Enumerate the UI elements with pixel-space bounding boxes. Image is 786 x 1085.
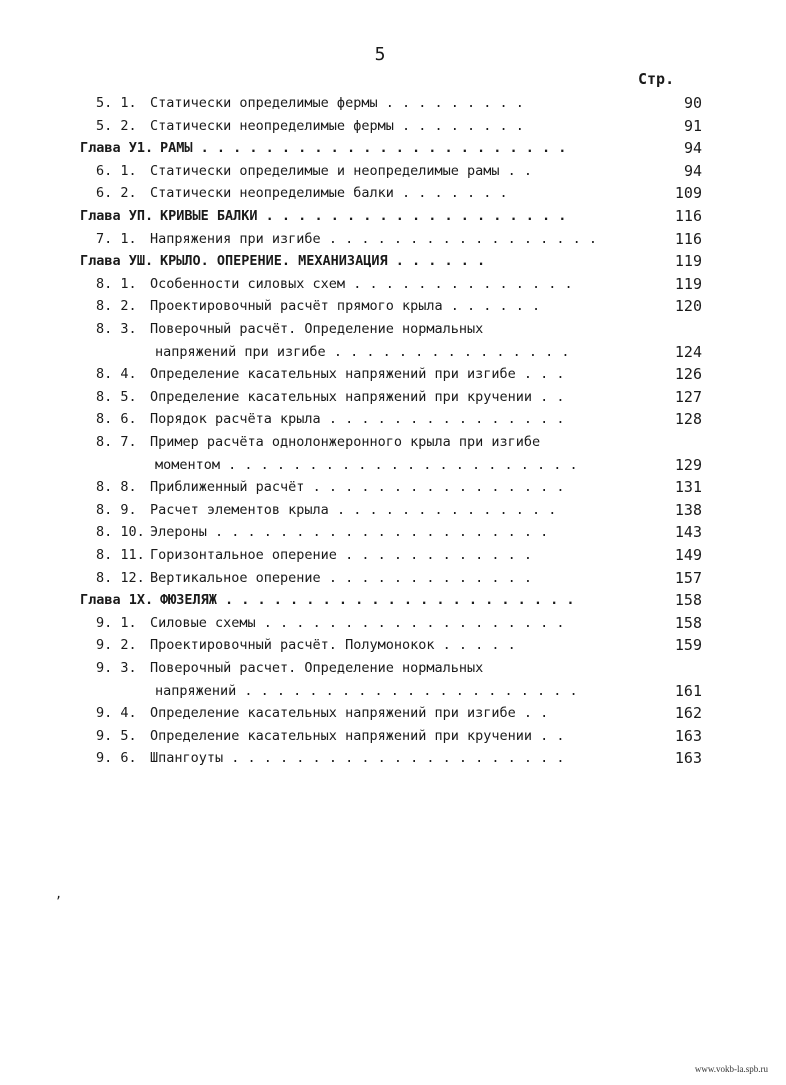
toc-entry-number: Глава 1Х. <box>80 592 154 609</box>
toc-section-row <box>0 228 786 250</box>
toc-section-row <box>0 386 786 408</box>
toc-entry-title: Статически определимые фермы <box>150 95 378 111</box>
toc-entry-dots: . . . . . . . . . . . . . . . . . . . <box>255 614 565 631</box>
toc-section-row <box>0 544 786 566</box>
toc-entry-leader <box>150 657 656 679</box>
toc-entry-page: 143 <box>674 523 702 542</box>
toc-entry-number: 8. 7. <box>96 434 137 450</box>
toc-entry-number: 8. 8. <box>96 479 137 496</box>
toc-entry-page: 163 <box>674 749 702 768</box>
toc-section-row <box>0 115 786 137</box>
toc-entry-leader <box>160 137 656 159</box>
toc-entry-leader <box>150 544 656 566</box>
toc-entry-leader <box>150 521 656 543</box>
toc-section-row <box>0 521 786 543</box>
toc-entry-leader <box>155 341 656 363</box>
toc-entry-dots: . . . . . . <box>387 253 486 270</box>
toc-entry-leader <box>150 386 656 408</box>
toc-chapter-row <box>0 205 786 227</box>
toc-entry-dots: . . <box>532 388 565 405</box>
toc-entry-title: Напряжения при изгибе <box>150 230 321 247</box>
toc-entry-title: Поверочный расчет. Определение нормальных <box>150 660 484 676</box>
toc-entry-leader <box>150 318 656 340</box>
toc-section-row <box>0 634 786 656</box>
toc-entry-page: 90 <box>683 94 702 112</box>
toc-section-row <box>0 295 786 317</box>
toc-entry-page: 129 <box>674 455 702 474</box>
toc-entry-dots: . . <box>515 705 549 722</box>
toc-entry-leader <box>150 499 656 521</box>
toc-continuation-row <box>0 680 786 702</box>
toc-entry-page: 161 <box>674 681 702 700</box>
toc-entry-title: КРИВЫЕ БАЛКИ <box>160 208 258 224</box>
toc-entry-dots: . . . . . . . . <box>393 117 524 134</box>
toc-entry-number: Глава У1. <box>80 140 154 157</box>
toc-entry-title: Статически неопределимые балки <box>150 185 394 202</box>
toc-entry-leader <box>150 612 656 634</box>
toc-chapter-row <box>0 137 786 159</box>
toc-entry-number: 8. 9. <box>96 501 137 518</box>
toc-entry-title: Горизонтальное оперение <box>150 547 337 563</box>
toc-entry-title: Расчет элементов крыла <box>150 501 329 518</box>
toc-section-row <box>0 182 786 204</box>
toc-entry-number: 9. 3. <box>96 660 137 676</box>
toc-entry-title: Определение касательных напряжений при изгибе <box>150 366 516 383</box>
toc-entry-title: Статически неопределимые фермы <box>150 117 394 134</box>
toc-entry-page: 138 <box>674 500 702 519</box>
toc-entry-dots: . . . . . . . . . . . . . . . . . . . . . <box>206 524 549 541</box>
toc-entry-dots: . . . . . . . . . . . . . . . . . . . . . <box>236 682 578 699</box>
toc-section-row <box>0 408 786 430</box>
toc-section-row <box>0 363 786 385</box>
toc-entry-number: 8. 3. <box>96 321 137 337</box>
toc-entry-leader <box>160 205 656 227</box>
toc-entry-page: 109 <box>674 184 702 203</box>
page-number: 5 <box>374 44 386 65</box>
toc-entry-dots: . . . . . . . . . . . . . . <box>345 275 573 292</box>
toc-entry-number: 8. 6. <box>96 411 137 428</box>
toc-entry-number: 8. 4. <box>96 366 137 383</box>
toc-entry-page: 116 <box>674 229 702 248</box>
toc-entry-title: Силовые схемы <box>150 614 256 631</box>
toc-entry-leader <box>150 273 656 295</box>
toc-entry-number: Глава УП. <box>80 208 154 224</box>
toc-entry-dots: . . . . . . <box>442 298 541 315</box>
toc-entry-dots: . . <box>532 727 565 744</box>
toc-entry-page: 163 <box>674 726 702 745</box>
toc-entry-dots: . . . . . . . . . . . . . . . . . . . . . . <box>220 456 578 473</box>
toc-entry-title: напряжений <box>155 682 237 699</box>
toc-section-row <box>0 160 786 182</box>
toc-entry-leader <box>150 160 656 182</box>
toc-entry-number: 9. 5. <box>96 727 137 744</box>
toc-entry-number: 9. 6. <box>96 750 137 767</box>
toc-entry-page: 128 <box>674 410 702 429</box>
toc-entry-leader <box>150 725 656 747</box>
toc-entry-dots: . . . . . . . . . . . . . . . <box>320 411 565 428</box>
toc-entry-title: Приближенный расчёт <box>150 479 305 496</box>
toc-entry-number: 6. 1. <box>96 162 137 179</box>
toc-chapter-row <box>0 250 786 272</box>
toc-entry-title: Проектировочный расчёт. Полумонокок <box>150 637 435 654</box>
toc-entry-leader <box>150 182 656 204</box>
toc-entry-leader <box>160 589 656 611</box>
toc-entry-title: Определение касательных напряжений при изгибе <box>150 705 516 722</box>
toc-entry-title: Пример расчёта однолонжеронного крыла при изгибе <box>150 434 541 450</box>
toc-entry-leader <box>150 702 656 724</box>
toc-entry-dots: . . . . . <box>434 637 516 654</box>
toc-entry-leader <box>150 431 656 453</box>
stray-mark: , <box>55 887 63 901</box>
toc-entry-number: 9. 1. <box>96 614 137 631</box>
toc-entry-page: 94 <box>683 161 702 180</box>
toc-entry-title: Определение касательных напряжений при кручении <box>150 388 533 405</box>
toc-entry-page: 120 <box>674 297 702 316</box>
toc-entry-dots: . . . . . . . . . . . . . . . . . . . <box>257 208 567 224</box>
toc-section-row <box>0 431 786 453</box>
toc-entry-number: 9. 4. <box>96 705 137 722</box>
toc-entry-page: 124 <box>674 342 702 361</box>
toc-entry-dots: . . . . . . . . . . . . <box>336 547 533 563</box>
toc-entry-dots: . . . . . . . . . . . . . . . <box>325 343 570 360</box>
toc-entry-dots: . . . . . . . . . . . . . . . . . <box>320 230 598 247</box>
toc-entry-number: 8. 2. <box>96 298 137 315</box>
toc-entry-page: 149 <box>674 546 702 564</box>
toc-entry-title: Проектировочный расчёт прямого крыла <box>150 298 443 315</box>
toc-entry-leader <box>155 680 656 702</box>
toc-entry-title: Статически определимые и неопределимые рамы <box>150 162 500 179</box>
toc-entry-leader <box>150 295 656 317</box>
toc-entry-number: 8. 5. <box>96 388 137 405</box>
toc-entry-dots: . . . . . . . . . . . . . <box>320 569 533 586</box>
toc-entry-title: Вертикальное оперение <box>150 569 321 586</box>
toc-section-row <box>0 725 786 747</box>
toc-entry-number: 8. 10. <box>96 524 145 541</box>
toc-entry-leader <box>155 454 656 476</box>
toc-continuation-row <box>0 454 786 476</box>
toc-entry-number: 8. 1. <box>96 275 137 292</box>
toc-entry-page: 126 <box>674 365 702 384</box>
toc-entry-leader <box>150 634 656 656</box>
toc-section-row <box>0 702 786 724</box>
toc-continuation-row <box>0 341 786 363</box>
toc-entry-number: 8. 12. <box>96 569 145 586</box>
toc-entry-dots: . . . . . . . . . . . . . . <box>328 501 557 518</box>
toc-section-row <box>0 476 786 498</box>
toc-entry-page: 127 <box>674 387 702 406</box>
toc-entry-leader <box>150 92 656 114</box>
toc-entry-leader <box>150 408 656 430</box>
toc-entry-page: 158 <box>674 613 702 632</box>
toc-entry-page: 119 <box>674 274 702 293</box>
toc-entry-dots: . . . . . . . . . . . . . . . . . . . . . <box>223 750 565 767</box>
toc-entry-page: 91 <box>683 116 702 135</box>
toc-entry-number: 6. 2. <box>96 185 137 202</box>
toc-entry-title: Шпангоуты <box>150 750 224 767</box>
toc-entry-title: Порядок расчёта крыла <box>150 411 321 428</box>
toc-section-row <box>0 499 786 521</box>
toc-section-row <box>0 92 786 114</box>
toc-entry-number: 5. 1. <box>96 95 137 111</box>
toc-entry-page: 116 <box>674 207 702 225</box>
toc-entry-title: КРЫЛО. ОПЕРЕНИЕ. МЕХАНИЗАЦИЯ <box>160 253 388 270</box>
toc-entry-number: 8. 11. <box>96 547 145 563</box>
toc-entry-leader <box>150 476 656 498</box>
toc-entry-dots: . . . . . . . <box>393 185 508 202</box>
page-column-header: Стр. <box>638 70 675 88</box>
toc-entry-page: 158 <box>674 591 702 610</box>
toc-entry-number: 9. 2. <box>96 637 137 654</box>
toc-section-row <box>0 747 786 769</box>
toc-entry-leader <box>150 567 656 589</box>
toc-entry-title: Поверочный расчёт. Определение нормальных <box>150 321 484 337</box>
toc-entry-dots: . . . <box>515 366 565 383</box>
toc-entry-number: Глава УШ. <box>80 253 154 270</box>
toc-section-row <box>0 612 786 634</box>
toc-entry-page: 157 <box>674 568 702 587</box>
toc-entry-title: РАМЫ <box>160 140 193 157</box>
toc-entry-leader <box>150 747 656 769</box>
toc-entry-leader <box>150 115 656 137</box>
toc-section-row <box>0 273 786 295</box>
toc-entry-dots: . . <box>499 162 533 179</box>
toc-entry-leader <box>150 228 656 250</box>
toc-entry-title: Особенности силовых схем <box>150 275 346 292</box>
toc-chapter-row <box>0 589 786 611</box>
toc-entry-number: 7. 1. <box>96 230 137 247</box>
toc-entry-dots: . . . . . . . . . . . . . . . . . . . . . . . <box>192 140 567 157</box>
toc-entry-page: 159 <box>674 636 702 655</box>
toc-entry-dots: . . . . . . . . . <box>377 95 524 111</box>
toc-entry-title: моментом <box>155 456 221 473</box>
toc-entry-title: напряжений при изгибе <box>155 343 326 360</box>
footer-url: www.vokb-la.spb.ru <box>694 1064 768 1074</box>
toc-entry-page: 94 <box>683 139 702 158</box>
toc-section-row <box>0 567 786 589</box>
toc-entry-page: 131 <box>674 478 702 497</box>
toc-entry-dots: . . . . . . . . . . . . . . . . <box>304 479 565 496</box>
toc-section-row <box>0 318 786 340</box>
toc-entry-title: Определение касательных напряжений при кручении <box>150 727 533 744</box>
toc-entry-leader <box>150 363 656 385</box>
toc-entry-page: 162 <box>674 704 702 723</box>
toc-section-row <box>0 657 786 679</box>
toc-entry-leader <box>160 250 656 272</box>
toc-entry-number: 5. 2. <box>96 117 137 134</box>
toc-entry-page: 119 <box>674 252 702 271</box>
toc-entry-title: ФЮЗЕЛЯЖ <box>160 592 217 609</box>
toc-entry-dots: . . . . . . . . . . . . . . . . . . . . . . <box>216 592 575 609</box>
toc-entry-title: Элероны <box>150 524 207 541</box>
